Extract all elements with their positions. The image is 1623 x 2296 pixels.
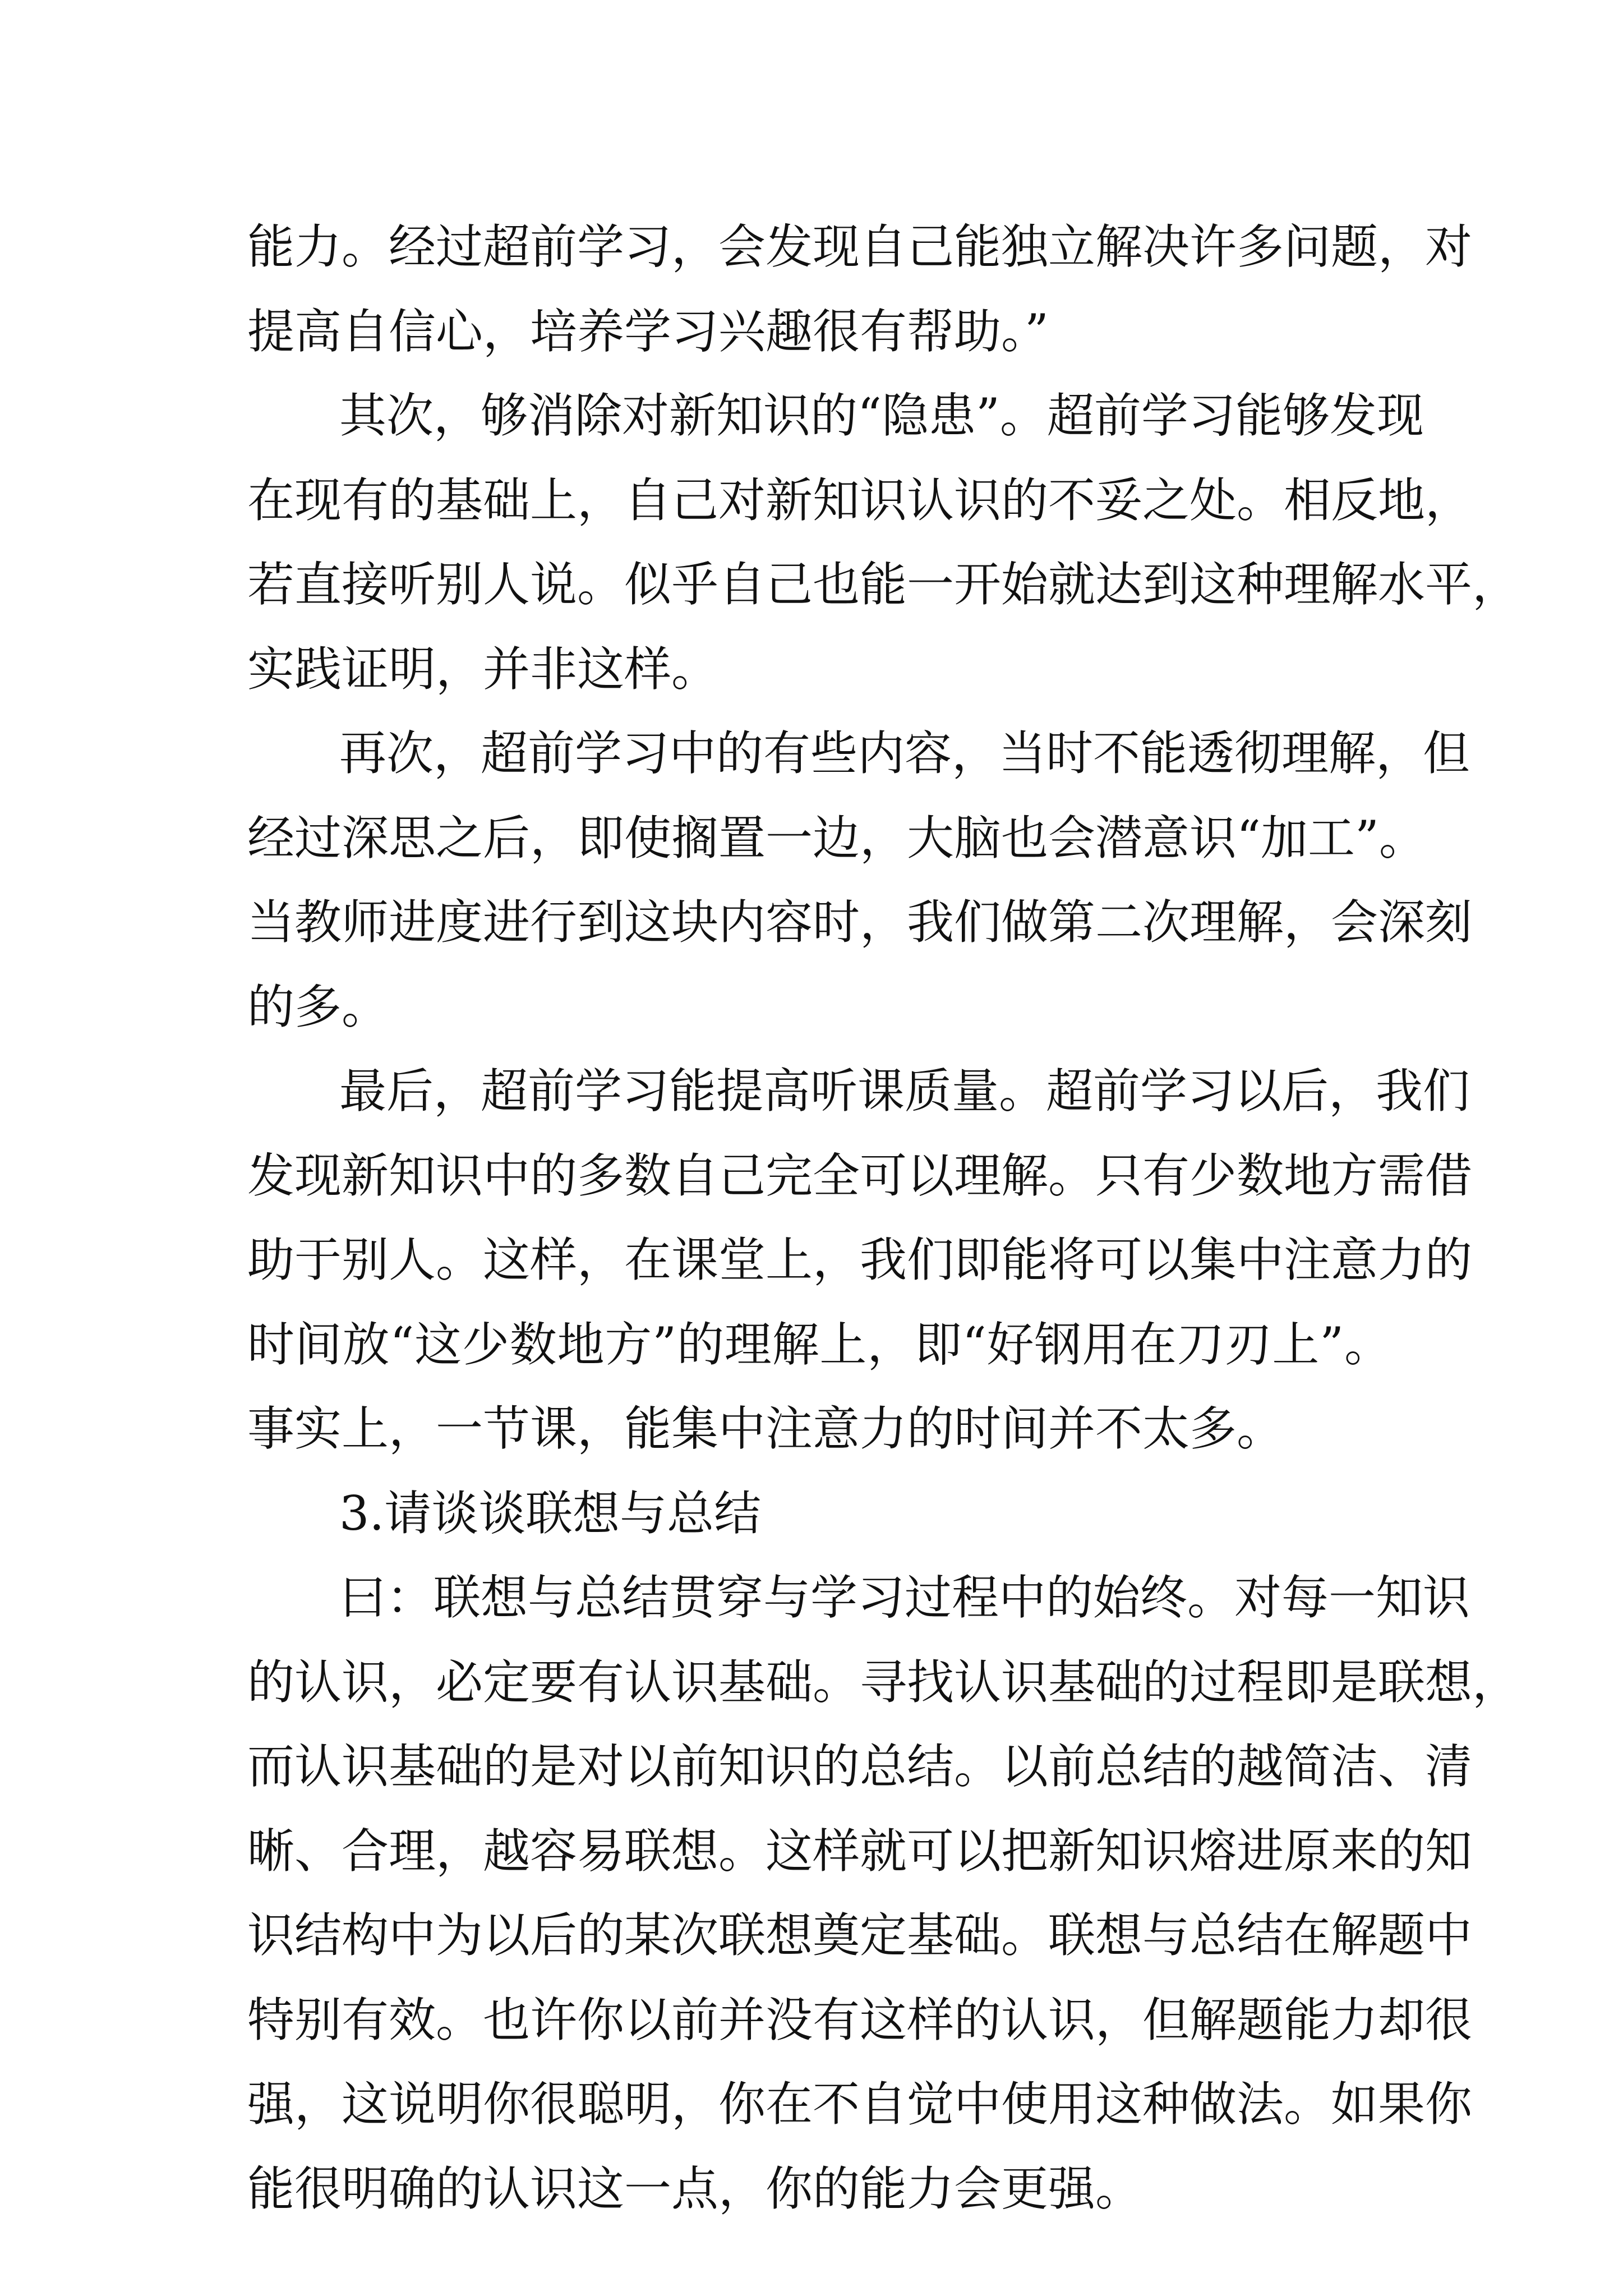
text-line: 时间放“这少数地方”的理解上，即“好钢用在刀刃上”。 bbox=[247, 1317, 1391, 1372]
text-line: 助于别人。这样，在课堂上，我们即能将可以集中注意力的 bbox=[247, 1232, 1473, 1287]
section-heading: 3.请谈谈联想与总结 bbox=[339, 1485, 762, 1541]
text-line: 识结构中为以后的某次联想奠定基础。联想与总结在解题中 bbox=[247, 1908, 1473, 1963]
text-line: 在现有的基础上，自己对新知识认识的不妥之处。相反地， bbox=[247, 472, 1473, 528]
text-line: 能很明确的认识这一点，你的能力会更强。 bbox=[247, 2161, 1143, 2216]
text-line: 发现新知识中的多数自己完全可以理解。只有少数地方需借 bbox=[247, 1148, 1473, 1203]
text-line: 的认识，必定要有认识基础。寻找认识基础的过程即是联想， bbox=[247, 1654, 1520, 1710]
text-line: 若直接听别人说。似乎自己也能一开始就达到这种理解水平， bbox=[247, 557, 1520, 612]
body-text bbox=[247, 205, 1520, 2231]
text-line: 当教师进度进行到这块内容时，我们做第二次理解，会深刻 bbox=[247, 895, 1473, 950]
text-line: 晰、合理，越容易联想。这样就可以把新知识熔进原来的知 bbox=[247, 1823, 1473, 1879]
text-line: 经过深思之后，即使搁置一边，大脑也会潜意识“加工”。 bbox=[247, 810, 1426, 866]
text-line: 而认识基础的是对以前知识的总结。以前总结的越简洁、清 bbox=[247, 1739, 1473, 1794]
text-line: 特别有效。也许你以前并没有这样的认识，但解题能力却很 bbox=[247, 1992, 1473, 2047]
text-line: 的多。 bbox=[247, 979, 389, 1034]
text-line: 提高自信心，培养学习兴趣很有帮助。” bbox=[247, 303, 1049, 359]
text-line: 曰：联想与总结贯穿与学习过程中的始终。对每一知识 bbox=[339, 1570, 1470, 1625]
text-line: 强，这说明你很聪明，你在不自觉中使用这种做法。如果你 bbox=[247, 2077, 1473, 2132]
text-line: 最后，超前学习能提高听课质量。超前学习以后，我们 bbox=[339, 1064, 1470, 1119]
text-line: 实践证明，并非这样。 bbox=[247, 641, 719, 697]
text-line: 其次，够消除对新知识的“隐患”。超前学习能够发现 bbox=[339, 388, 1424, 443]
text-line: 事实上，一节课，能集中注意力的时间并不太多。 bbox=[247, 1401, 1284, 1456]
text-line: 再次，超前学习中的有些内容，当时不能透彻理解，但 bbox=[339, 726, 1470, 781]
text-line: 能力。经过超前学习，会发现自己能独立解决许多问题，对 bbox=[247, 219, 1473, 274]
